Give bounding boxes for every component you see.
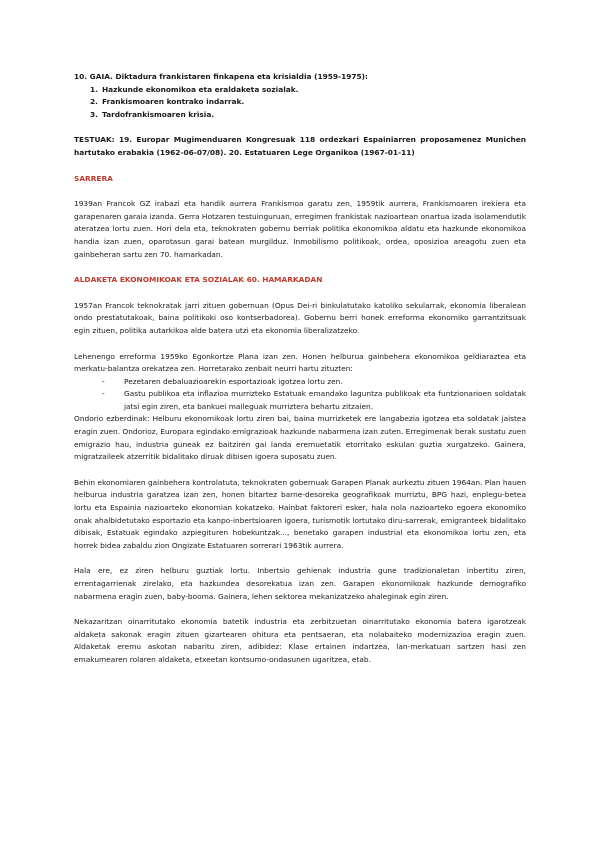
list-item: - Gastu publikoa eta inflazioa murrizteko Estatuak emandako laguntza publikoak eta funtzionarioen soldatak jatsi egin ziren, eta bankuei maileguak murriztera behartu zitzaien. — [102, 388, 526, 413]
sarrera-paragraph: 1939an Francok GZ irabazi eta handik aurrera Frankismoa garatu zen, 1959tik aurrera, Frankismoaren irekiera eta garapenaren garaia izanda. Gerra Hotzaren testuinguruan, erregimen frankistak nazioartean onartua izada isolamendutik ateratzea lortu zuen. Hori dela eta, teknokraten gobernu berriak politika ekonomikoa aldatu eta hazkunde ekonomikoa handia izan zuen, oparotasun garai batean murgilduz. Inmobilismo politikoak, ordea, oposizioa areagotu zuen eta gainbeheran sartu zen 70. hamarkadan. — [74, 199, 526, 259]
body-paragraph: Nekazaritzan oinarritutako ekonomia batetik industria eta zerbitzuetan oinarritutako ekonomia batera igarotzeak aldaketa sakonak eragin zituen gizartearen ohitura eta pentsaeran, eta nolabaiteko modernizazioa eragin zuen. Aldaketak eremu askotan nabaritu ziren, adibidez: Klase ertainen indartzea, lan-merkatuan sartzen hasi zen emakumearen rolaren aldaketa, etxeetan kontsumo-ondasunen ugaritzea, etab. — [74, 617, 526, 664]
body-paragraph: Behin ekonomiaren gainbehera kontrolatuta, teknokraten gobernuak Garapen Planak aurkeztu zituen 1964an. Plan hauen helburua industria garatzea izan zen, honen bitartez barne-desoreka geografikoak murriztu, BPG hazi, enplegu-betea lortu eta Espainia nazioarteko ekonomian kokatzeko. Hainbat faktoreri esker, hala nola nazioarteko egoera ekonomiko onak ahalbidetutako esportazio eta kanpo-inbertsioaren igoera, turismotik lortutako diru-sarrerak, emigranteek bidalitako dibisak, Estatuak egindako azpiegituren hobekuntzak..., benetako garapen industrial eta ekonomikoa lortu zen, eta horrek bidea zabaldu zion Ongizate Estatuaren sorrerari 1963tik aurrera. — [74, 477, 526, 550]
texts-reference: TESTUAK: 19. Europar Mugimenduaren Kongresuak 118 ordezkari Espainiarren proposamenez Munichen hartutako erabakia (1962-06-07/08). 20. Estatuaren Lege Organikoa (1967-01-11) — [74, 135, 526, 157]
topic-title: 10. GAIA. Diktadura frankistaren finkapena eta krisialdia (1959-1975): — [74, 72, 368, 81]
list-item: - Pezetaren debaluazioarekin esportazioak igotzea lortu zen. — [102, 376, 526, 389]
body-paragraph: Lehenengo erreforma 1959ko Egonkortze Plana izan zen. Honen helburua gainbehera ekonomikoa geldiaraztea eta merkatu-balantza orekatzea zen. Horretarako zenbait neurri hartu zituzten: — [74, 351, 526, 374]
body-paragraph: Hala ere, ez ziren helburu guztiak lortu. Inbertsio gehienak industria gune tradizionaletan inbertitu ziren, errentagarrienak zirelako, eta hazkundea desorekatua izan zen. Garapen ekonomikoak hazkunde demografiko nabarmena eragin zuen, baby-booma. Gainera, lehen sektorea mekanizatzeko ahaleginak egin ziren. — [74, 566, 526, 601]
section-heading-aldaketa: ALDAKETA EKONOMIKOAK ETA SOZIALAK 60. HAMARKADAN — [74, 275, 323, 285]
topic-outline — [74, 84, 526, 122]
body-paragraph: Ondorio ezberdinak: Helburu ekonomikoak lortu ziren bai, baina murrizketek ere langabezia igotzea eta soldatak jaistea eragin zuen. Ondorioz, Europara egindako emigrazioak hazkunde nabarmena izan zuten. Erregimenak berak sustatu zuen emigrazio hau, industria guneak ez baitziren gai landa eremuetatik etorritako eskulan guztia xurgatzeko. Gainera, migratzaileek atzerritik bidalitako diruak dibisen igoera suposatu zuen. — [74, 414, 526, 462]
outline-item: 2. Frankismoaren kontrako indarrak. — [90, 97, 245, 107]
outline-item: 1. Hazkunde ekonomikoa eta eraldaketa sozialak. — [90, 84, 299, 94]
section-heading-sarrera: SARRERA — [74, 173, 113, 183]
outline-item: 3. Tardofrankismoaren krisia. — [90, 109, 215, 119]
body-paragraph: 1957an Francok teknokratak jarri zituen gobernuan (Opus Dei-ri binkulatutako katoliko sekularrak, ekonomia liberalean ondo prestatutakoak, baina politikoki oso kontserbadorea). Gobernu berri honek erreforma ekonomiko garrantzitsuak egin zituen, politika autarkikoa alde batera utzi eta ekonomia liberalizatzeko. — [74, 300, 526, 335]
measures-list — [74, 376, 526, 414]
